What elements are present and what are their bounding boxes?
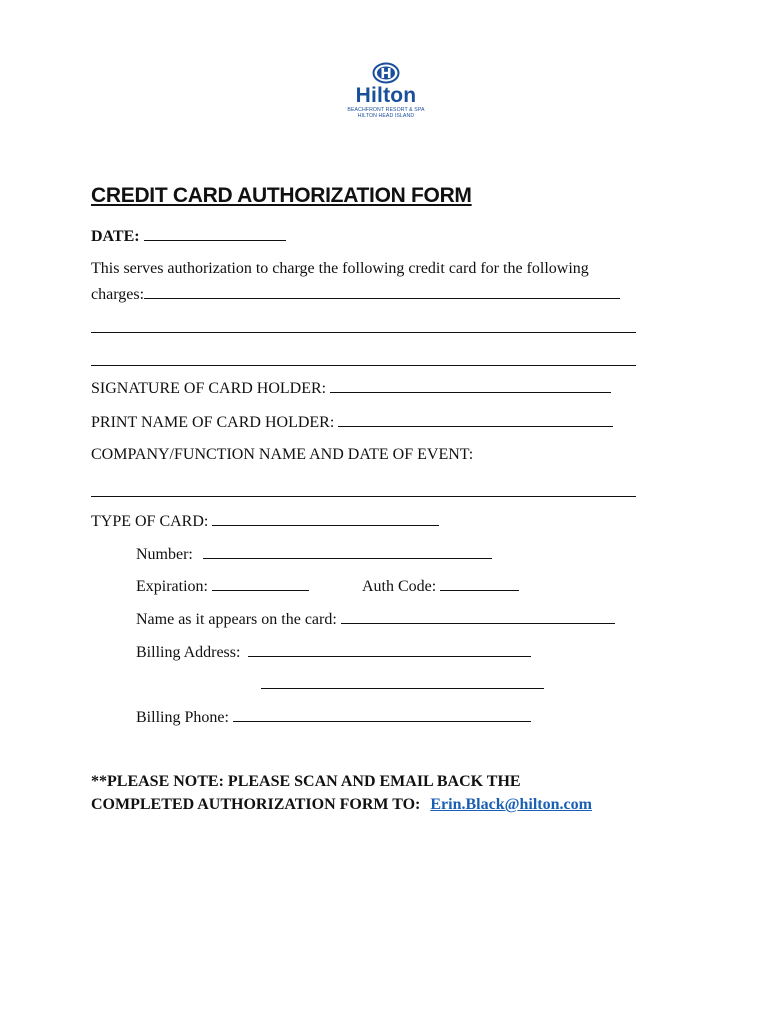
number-row xyxy=(136,544,492,565)
billing-phone-row xyxy=(136,707,531,728)
billing-address-field-2[interactable] xyxy=(261,674,544,689)
card-type-row xyxy=(91,511,439,532)
charges-row xyxy=(91,284,620,305)
note-line-1: **PLEASE NOTE: PLEASE SCAN AND EMAIL BACK THE xyxy=(91,773,521,790)
hilton-h-emblem-icon xyxy=(372,62,400,84)
name-on-card-row xyxy=(136,609,615,630)
date-label: DATE: xyxy=(91,228,140,245)
print-name-label: PRINT NAME OF CARD HOLDER: xyxy=(91,414,335,431)
number-label: Number: xyxy=(136,546,193,563)
logo-tagline-2: HILTON HEAD ISLAND xyxy=(357,113,415,119)
note-line-2-text: COMPLETED AUTHORIZATION FORM TO: xyxy=(91,796,421,813)
hilton-logo xyxy=(336,62,436,119)
signature-field[interactable] xyxy=(330,378,611,393)
name-on-card-label: Name as it appears on the card: xyxy=(136,611,337,628)
billing-address-label: Billing Address: xyxy=(136,644,241,661)
signature-row xyxy=(91,378,611,399)
company-label: COMPANY/FUNCTION NAME AND DATE OF EVENT: xyxy=(91,446,474,463)
charges-row-2 xyxy=(91,318,636,339)
billing-address-row xyxy=(136,642,531,663)
print-name-field[interactable] xyxy=(338,412,613,427)
intro-line-1: This serves authorization to charge the following credit card for the following xyxy=(91,260,589,277)
auth-code-field[interactable] xyxy=(440,576,519,591)
charges-field[interactable] xyxy=(144,284,620,299)
charges-field-3[interactable] xyxy=(91,351,636,366)
company-row xyxy=(91,482,636,503)
card-type-field[interactable] xyxy=(212,511,439,526)
logo-brand-text: Hilton xyxy=(355,84,417,107)
auth-code-label: Auth Code: xyxy=(362,578,437,595)
charges-field-2[interactable] xyxy=(91,318,636,333)
date-field[interactable] xyxy=(144,226,286,241)
number-field[interactable] xyxy=(203,544,492,559)
logo-tagline-1: BEACHFRONT RESORT & SPA xyxy=(347,107,425,113)
form-title: CREDIT CARD AUTHORIZATION FORM xyxy=(91,184,472,207)
expiration-field[interactable] xyxy=(212,576,309,591)
expiration-label: Expiration: xyxy=(136,578,208,595)
charges-label: charges: xyxy=(91,286,145,303)
print-name-row xyxy=(91,412,613,433)
card-type-label: TYPE OF CARD: xyxy=(91,513,209,530)
billing-phone-label: Billing Phone: xyxy=(136,709,229,726)
auth-code-row xyxy=(362,576,519,597)
expiration-row xyxy=(136,576,309,597)
note-line-2 xyxy=(91,795,592,815)
name-on-card-field[interactable] xyxy=(341,609,615,624)
billing-address-field[interactable] xyxy=(248,642,531,657)
email-link[interactable]: Erin.Black@hilton.com xyxy=(430,796,592,813)
billing-address-row-2 xyxy=(261,674,544,695)
billing-phone-field[interactable] xyxy=(233,707,531,722)
company-field[interactable] xyxy=(91,482,636,497)
date-row xyxy=(91,226,286,247)
charges-row-3 xyxy=(91,351,636,372)
signature-label: SIGNATURE OF CARD HOLDER: xyxy=(91,380,327,397)
